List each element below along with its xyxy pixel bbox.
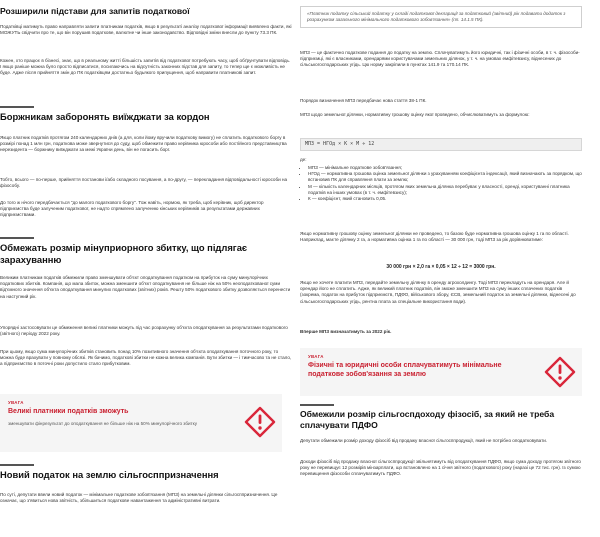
quote-box (300, 6, 582, 28)
paragraph (300, 459, 582, 478)
paragraph-text: МПЗ — це фактично податкове подання до податку на землю. Сплачуватимуть його юридичні, так і фізичні особи, в т. ч. фізособи-підприємці, які є власниками, орендарями користувачами земельних ділянок, у т. ч. на умовах емфітевзису, віднесених до сільськогосподарських угідь. Цю норму закріпили в пунктах 141.9 та 170.14 ПК. (300, 50, 580, 68)
paragraph (0, 325, 292, 337)
paragraph (0, 135, 292, 154)
callout-tag: УВАГА (308, 354, 324, 359)
list-item: • М — кількість календарних місяців, протягом яких земельна ділянка перебуває у власності, оренді, користуванні платника податків на інших умовах (в т. ч. емфітевзису); (308, 184, 582, 196)
paragraph-text: МПЗ щодо земельної ділянки, нормативну грошову оцінку якої проведено, обчислюватимуть за формулою: (300, 112, 530, 117)
paragraph-text: Тобто, всього — по-перше, прийняття постанови і/або складного посування, а по-другу, — перекладання відповідальності юрособи на фізособу. (0, 177, 288, 189)
definition-list (300, 165, 582, 202)
paragraph (0, 200, 292, 219)
paragraph (0, 24, 292, 36)
callout-body: зменшувати фінрезультат до оподаткування не більше ніж на 50% минулорічного збитку (8, 420, 197, 426)
section-agri-income (300, 404, 582, 431)
list-item: • МПЗ — мінімальне податкове зобов'язання; (308, 165, 582, 171)
paragraph (0, 58, 292, 77)
section-title: Обмежать розмір мінуприорного збитку, що підлягає зарахуванню (0, 242, 248, 265)
alert-icon (544, 356, 576, 388)
section-divider (300, 404, 334, 406)
section-title: Обмежили розмір сільгоспдоходу фізосіб, за який не треба сплачувати ПДФО (300, 409, 555, 430)
section-requests (0, 6, 292, 16)
paragraph-text: Кожен, хто працює в бізнесі, знає, що в реальному житті більшість запитів від податкової потребують часу, щоб обґрунтувати відповідь. І якщо раніше можна було просто відписатися, посилаючись на відсутність законних підстав для запиту, то тепер ще є можливість не буде. Адже після прийняття змін до ПК податківцям достатньо будьякого припущення, щоб направити платникові запит. (0, 58, 291, 76)
section-divider (0, 464, 34, 466)
callout-tag: УВАГА (8, 400, 24, 405)
callout-min-liability (300, 348, 582, 396)
callout-title: Великі платники податків зможуть (8, 408, 129, 415)
paragraph (300, 50, 582, 69)
paragraph (300, 280, 582, 305)
section-divider (0, 237, 34, 239)
formula-box: МПЗ = НГОд × К × М ÷ 12 (300, 138, 582, 151)
quote-text: «Платник податку сільський податку у складі податкової декларації за податковий (звітний) рік подавати додаток з розрахунком загального мінімального податкового зобов'язання» (пп. 14.1.5 ПК). (307, 11, 566, 23)
section-debtors (0, 106, 292, 123)
paragraph-text: Вперше МПЗ визначатимуть за 2022 рік. (300, 329, 392, 334)
callout-title: Фізичні та юридичні особи сплачуватимуть мінімальне податкове зобов'язання за землю (308, 362, 502, 378)
paragraph-text: Якщо нормативну грошову оцінку земельної ділянки не проведено, то базою буде нормативна грошова оцінку 1 га по області. Наприклад, маєте ділянку 2 га, а нормативна оцінка 1 га по області — 30 000 грн, тоді МПЗ за рік дорівнюватиме: (300, 231, 569, 243)
paragraph-text: Якщо не хочете платити МПЗ, передайте земельну ділянку в оренду агрохолдингу. Тоді МПЗ перекладуть на орендаря. Але й орендар його не сплатить. Адже, як великий платник податків, він зможе зменшити МПЗ на суму інших сплачених податків (зокрема, податок на прибуток підприємств, ПДФО, військового збору, ЄСВ, земельний податок за земельні ділянки, віднесені до сільськогосподарських угідь, рентна плата за спеціальне використання води). (300, 280, 576, 304)
list-item: • К — коефіцієнт, який становить 0,05. (308, 196, 582, 202)
paragraph (0, 349, 292, 368)
paragraph-text: Упорядні застосовувати це обмеження великі платники можуть під час розрахунку об'єкта оподаткування за результатами податкового (звітного) періоду 2022 року. (0, 325, 288, 337)
section-title: Розширили підстави для запитів податкової (0, 6, 190, 16)
paragraph-text: де: (300, 157, 307, 162)
paragraph-text: Порядок визначення МПЗ передбачає нова стаття 38-1 ПК. (300, 98, 427, 103)
paragraph (300, 98, 582, 104)
paragraph-text: Податківці матимуть право направляти запити платникам податків, якщо в результаті аналізу податкової інформації виявлено факти, які МОЖУТЬ свідчити про те, що він порушив податкове, валютне чи інше законодавство. Відповідні зміни внесли до пункту 73.3 ПК. (0, 24, 292, 36)
paragraph-text: Доходи фізосіб від продажу власної сільгосппродукції звільнятимуть від оподаткування ПДФО, якщо сума доходу протягом звітного року не перевищує 12 розмірів мінзарплати, що встановлено на 1 січня звітного (податкового) року (наразі це 72 тис. грн). Із сумою перевищення фізособи сплачуватимуть ПДФО. (300, 459, 581, 477)
section-land-tax (0, 464, 292, 481)
paragraph (300, 438, 582, 444)
section-title: Новий податок на землю сільгосппризначення (0, 469, 219, 480)
paragraph (0, 177, 292, 189)
calculation: 30 000 грн × 2,0 га × 0,05 × 12 ÷ 12 = 3000 грн. (386, 264, 496, 270)
paragraph-text: По суті, депутати ввели новий податок — мінімальне податкове зобов'язання (МПЗ) на земельні ділянки сільгосппризначення. Це означає, що з'явиться нова звітність, збільшиться податкове навантаження та адміністративні витрати. (0, 492, 278, 504)
paragraph-text: Депутати обмежили розмір доходу фізосіб від продажу власної сільгосппродукції, який не потрібно оподатковувати. (300, 438, 548, 443)
paragraph-text: До того ж нічого передбачається "до малого податкового боргу". Тож навіть, нормою, як треба, щоб керівник, щоб директор підприємства буде залученим податкової, не надто спрямлено залученню кінських керівників за результатами державних підприємствами. (0, 200, 264, 218)
list-item: • НГОд — нормативна грошова оцінка земельної ділянки з урахуванням коефіцієнта індексації, який визначають за порядком, що встановив ПК для справляння плати за землю; (308, 171, 582, 183)
section-divider (0, 106, 34, 108)
paragraph (300, 112, 582, 118)
alert-icon (244, 406, 276, 438)
callout-large-taxpayers (0, 394, 282, 452)
paragraph (300, 231, 582, 243)
paragraph-text: Якщо платник податків протягом 240 календарних днів (а для, коли йому вручили податкову вимогу) не сплатить податкового боргу в розмірі понад 1 млн грн, податкова може звернутися до суду, щоб обмежити право керівника юрособи або постійного представництва нерезидента — боржнику виїжджати за межі України день, він не погасить борг. (0, 135, 287, 153)
paragraph (0, 492, 292, 504)
section-title: Боржникам заборонять виїжджати за кордон (0, 111, 210, 122)
paragraph-text: При цьому, якщо сума минулорічних збитків становить понад 10% позитивного значення об'єкта оподаткування поточного року, то можна буде врахувати у повному обсязі. Як бачимо, податкові збитки не кожна велика компанія. Бути збитки — і тимчасово та не стало, а підприємство в поточні роки допустило стало прибутковим. (0, 349, 292, 367)
paragraph (300, 157, 582, 163)
paragraph-text: Великим платникам податків обмежили право зменшувати об'єкт оподаткування податком на прибуток на суму минулорічних податкових збитків. Компанія, що мала збиток, можна зменшити об'єкт оподаткування не більше ніж на 50% неоподаткованої суми від'ємного значення об'єкта оподаткування минулих податкових (звітних) років. Решту 50% податкового збитку дозволяється перенести на наступний рік. (0, 275, 291, 299)
paragraph (0, 275, 292, 300)
paragraph (300, 329, 582, 335)
section-loss (0, 237, 292, 266)
